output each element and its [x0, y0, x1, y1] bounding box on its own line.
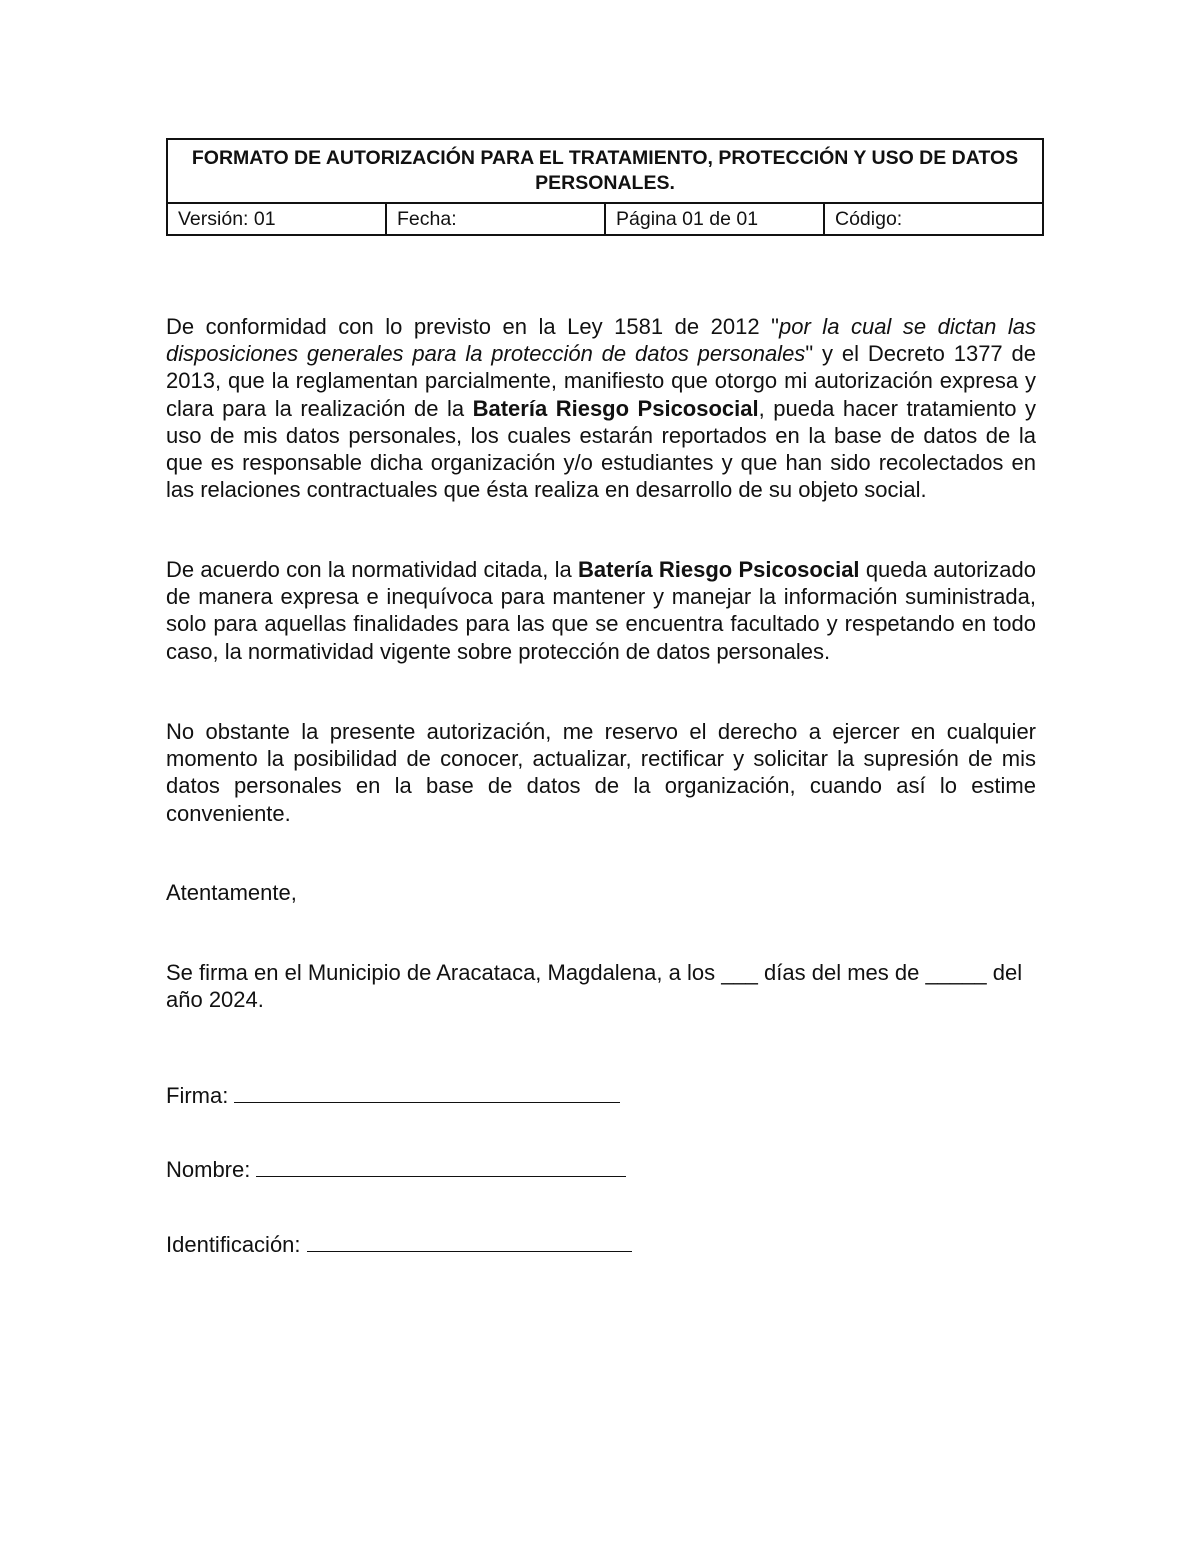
- closing-salutation: Atentamente,: [166, 880, 297, 905]
- paragraph1-text-middle: " y el Decreto 1377 de 2013, que la reglamentan parcialmente, manifiesto que otorgo mi autorización expresa y clara para la realización de la: [166, 341, 1036, 421]
- battery-name-bold-2: Batería Riesgo Psicosocial: [578, 557, 860, 582]
- paragraph-authorization: [166, 313, 1036, 503]
- battery-name-bold: Batería Riesgo Psicosocial: [472, 395, 759, 421]
- paragraph2-text-start: De acuerdo con la normatividad citada, la: [166, 557, 578, 582]
- signature-line[interactable]: [234, 1084, 620, 1103]
- identification-row: [166, 1232, 632, 1258]
- paragraph-rights-reserved: No obstante la presente autorización, me reservo el derecho a ejercer en cualquier momento la posibilidad de conocer, actualizar, rectificar y solicitar la supresión de mis datos personales en la base de datos de la organización, cuando así lo estime conveniente.: [166, 719, 1036, 826]
- month-blank[interactable]: _____: [925, 960, 987, 985]
- signature-row: [166, 1083, 620, 1109]
- code-cell: Código:: [824, 203, 1043, 235]
- paragraph2-text-end: queda autorizado de manera expresa e inequívoca para mantener y manejar la información suministrada, solo para aquellas finalidades para las que se encuentra facultado y respetando en todo caso, la normatividad vigente sobre protección de datos personales.: [166, 557, 1036, 664]
- place-text-start: Se firma en el Municipio de Aracataca, Magdalena, a los: [166, 960, 722, 985]
- identification-label: Identificación:: [166, 1232, 301, 1257]
- name-row: [166, 1157, 626, 1183]
- paragraph-regulation: [166, 556, 1036, 665]
- paragraph1-text-end: , pueda hacer tratamiento y uso de mis datos personales, los cuales estarán reportados en la base de datos de la que es responsable dicha organización y/o estudiantes y que han sido recolectados en las relaciones contractuales que ésta realiza en desarrollo de su objeto social.: [166, 395, 1037, 503]
- paragraph1-text-start: De conformidad con lo previsto en la Ley 1581 de 2012 ": [166, 314, 779, 339]
- document-title: FORMATO DE AUTORIZACIÓN PARA EL TRATAMIENTO, PROTECCIÓN Y USO DE DATOS PERSONALES.: [167, 139, 1043, 203]
- law-title-italic: por la cual se dictan las disposiciones generales para la protección de datos personales: [166, 314, 1037, 367]
- place-text-end: del año 2024.: [166, 960, 1023, 1013]
- name-line[interactable]: [256, 1158, 626, 1177]
- date-cell: Fecha:: [386, 203, 605, 235]
- signature-label: Firma:: [166, 1083, 229, 1108]
- page-number-cell: Página 01 de 01: [605, 203, 824, 235]
- place-text-middle: días del mes de: [757, 960, 926, 985]
- days-blank[interactable]: ___: [721, 960, 758, 985]
- version-cell: Versión: 01: [167, 203, 386, 235]
- signing-place-date: [166, 959, 1036, 1013]
- name-label: Nombre:: [166, 1157, 251, 1182]
- identification-line[interactable]: [307, 1233, 632, 1252]
- document-header-table: [166, 138, 1044, 236]
